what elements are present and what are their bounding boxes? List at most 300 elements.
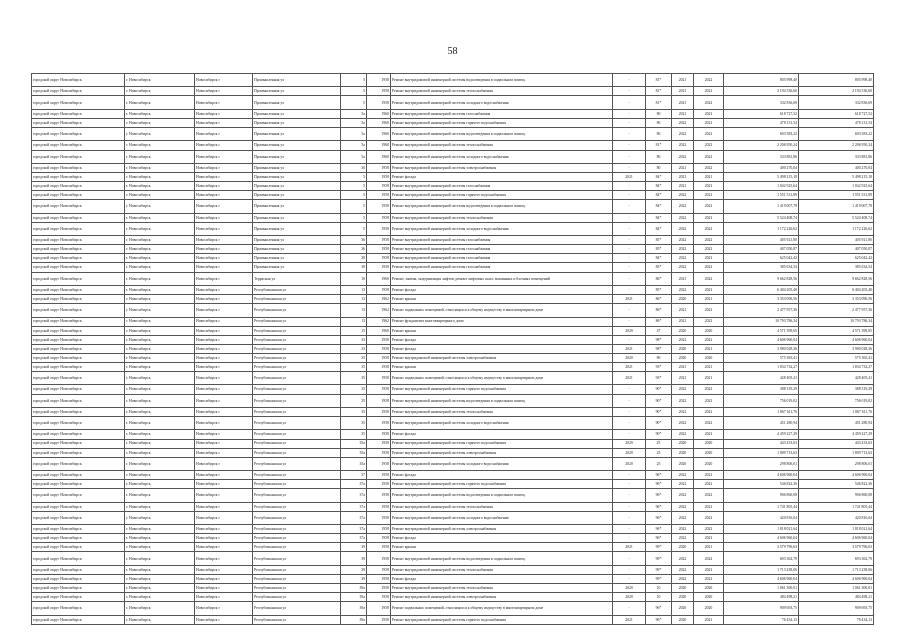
end-year-cell: 2022 <box>694 254 724 263</box>
end-year-cell: 2022 <box>694 394 724 407</box>
start-year-cell: 2020 <box>672 457 694 470</box>
city-cell: г. Новосибирск <box>125 552 195 565</box>
locality-cell: Новосибирск г <box>195 191 253 200</box>
wear-percent-cell: 25 <box>646 448 672 457</box>
municipality-cell: городской округ Новосибирск <box>32 534 125 543</box>
start-year-cell: 2022 <box>672 471 694 480</box>
total-cost-cell: 1 419 007,78 <box>799 200 874 213</box>
cost-cell: 693 362,79 <box>724 552 799 565</box>
end-year-cell: 2020 <box>694 439 724 448</box>
locality-cell: Новосибирск г <box>195 385 253 394</box>
municipality-cell: городской округ Новосибирск <box>32 163 125 172</box>
city-cell: г. Новосибирск <box>125 304 195 317</box>
end-year-cell: 2022 <box>694 245 724 254</box>
total-cost-cell: 909 693,75 <box>799 602 874 615</box>
work-type-cell: Ремонт внутридомовой инженерной системы водоотведения в подвальном помещ. <box>391 394 613 407</box>
start-year-cell: 2021 <box>672 372 694 385</box>
build-year-cell: 1958 <box>367 602 391 615</box>
start-year-cell: 2022 <box>672 385 694 394</box>
locality-cell: Новосибирск г <box>195 430 253 439</box>
house-number-cell: 35 <box>341 417 367 430</box>
house-number-cell: 39а <box>341 615 367 624</box>
start-year-cell: 2022 <box>672 128 694 141</box>
city-cell: г. Новосибирск <box>125 502 195 511</box>
house-number-cell: 39 <box>341 543 367 552</box>
start-year-cell: 2021 <box>672 304 694 317</box>
wear-percent-cell: 84* <box>646 191 672 200</box>
plan-year-cell: - <box>613 285 646 294</box>
street-cell: Промышленная ул <box>253 74 341 87</box>
cost-cell: 484 498,21 <box>724 593 799 602</box>
page-number: 58 <box>447 46 458 57</box>
total-cost-cell: 2 477 957,36 <box>799 304 874 317</box>
build-year-cell: 1958 <box>367 457 391 470</box>
city-cell: г. Новосибирск <box>125 593 195 602</box>
table-row <box>32 200 874 213</box>
table-row <box>32 245 874 254</box>
street-cell: Республиканская ул <box>253 407 341 416</box>
start-year-cell: 2020 <box>672 615 694 624</box>
total-cost-cell: 1 713 238,06 <box>799 565 874 574</box>
table-row <box>32 602 874 615</box>
street-cell: Республиканская ул <box>253 363 341 372</box>
plan-year-cell: 2020 <box>613 457 646 470</box>
cost-cell: 1 713 238,06 <box>724 565 799 574</box>
table-row <box>32 489 874 502</box>
build-year-cell: 1958 <box>367 502 391 511</box>
wear-percent-cell: 85* <box>646 236 672 245</box>
house-number-cell: 5 <box>341 74 367 87</box>
table-row <box>32 394 874 407</box>
locality-cell: Новосибирск г <box>195 353 253 362</box>
locality-cell: Новосибирск г <box>195 565 253 574</box>
work-type-cell: Ремонт внутридомовой инженерной системы горячего водоснабжения <box>391 480 613 489</box>
end-year-cell: 2022 <box>694 118 724 127</box>
city-cell: г. Новосибирск <box>125 448 195 457</box>
city-cell: г. Новосибирск <box>125 471 195 480</box>
total-cost-cell: 805 998,40 <box>799 74 874 87</box>
end-year-cell: 2021 <box>694 295 724 304</box>
street-cell: Республиканская ул <box>253 574 341 583</box>
wear-percent-cell: 90* <box>646 430 672 439</box>
street-cell: Промышленная ул <box>253 245 341 254</box>
end-year-cell: 2022 <box>694 552 724 565</box>
table-row <box>32 471 874 480</box>
municipality-cell: городской округ Новосибирск <box>32 511 125 524</box>
city-cell: г. Новосибирск <box>125 353 195 362</box>
end-year-cell: 2022 <box>694 407 724 416</box>
table-row <box>32 236 874 245</box>
street-cell: Республиканская ул <box>253 602 341 615</box>
house-number-cell: 30 <box>341 163 367 172</box>
work-type-cell: Ремонт внутридомовой инженерной системы водоотведения в подвальном помещ. <box>391 200 613 213</box>
build-year-cell: 1958 <box>367 74 391 87</box>
end-year-cell: 2021 <box>694 363 724 372</box>
house-number-cell: 37а <box>341 480 367 489</box>
work-type-cell: Ремонт фасада <box>391 534 613 543</box>
start-year-cell: 2021 <box>672 163 694 172</box>
street-cell: Республиканская ул <box>253 457 341 470</box>
end-year-cell: 2020 <box>694 457 724 470</box>
table-row <box>32 480 874 489</box>
plan-year-cell: - <box>613 565 646 574</box>
locality-cell: Новосибирск г <box>195 489 253 502</box>
city-cell: г. Новосибирск <box>125 480 195 489</box>
house-number-cell: 37 <box>341 471 367 480</box>
total-cost-cell: 625 042,42 <box>799 254 874 263</box>
locality-cell: Новосибирск г <box>195 74 253 87</box>
start-year-cell: 2020 <box>672 295 694 304</box>
build-year-cell: 1960 <box>367 272 391 285</box>
end-year-cell: 2022 <box>694 525 724 534</box>
house-number-cell: 35а <box>341 448 367 457</box>
city-cell: г. Новосибирск <box>125 295 195 304</box>
start-year-cell: 2022 <box>672 141 694 150</box>
total-cost-cell: 400 270,04 <box>799 163 874 172</box>
table-row <box>32 584 874 593</box>
total-cost-cell: 1 867 611,76 <box>799 407 874 416</box>
start-year-cell: 2022 <box>672 480 694 489</box>
municipality-cell: городской округ Новосибирск <box>32 295 125 304</box>
end-year-cell: 2020 <box>694 584 724 593</box>
street-cell: Республиканская ул <box>253 489 341 502</box>
wear-percent-cell: 98* <box>646 335 672 344</box>
work-type-cell: Ремонт внутридомовой инженерной системы холодного водоснабжения <box>391 150 613 163</box>
cost-cell: 618 727,52 <box>724 109 799 118</box>
work-type-cell: Ремонт внутридомовой инженерной системы горячего водоснабжения <box>391 118 613 127</box>
work-type-cell: Ремонт крыши <box>391 363 613 372</box>
build-year-cell: 1960 <box>367 150 391 163</box>
city-cell: г. Новосибирск <box>125 245 195 254</box>
start-year-cell: 2022 <box>672 489 694 502</box>
capital-repair-table <box>31 73 874 625</box>
locality-cell: Новосибирск г <box>195 394 253 407</box>
cost-cell: 1 419 007,78 <box>724 200 799 213</box>
house-number-cell: 35 <box>341 385 367 394</box>
house-number-cell: 33 <box>341 344 367 353</box>
street-cell: Республиканская ул <box>253 430 341 439</box>
cost-cell: 2 194 536,60 <box>724 87 799 96</box>
locality-cell: Новосибирск г <box>195 263 253 272</box>
wear-percent-cell: 96* <box>646 525 672 534</box>
end-year-cell: 2022 <box>694 213 724 222</box>
wear-percent-cell: 86* <box>646 272 672 285</box>
total-cost-cell: 4 606 960,04 <box>799 534 874 543</box>
total-cost-cell: 693 362,79 <box>799 552 874 565</box>
table-row <box>32 615 874 624</box>
build-year-cell: 1958 <box>367 182 391 191</box>
table-row <box>32 254 874 263</box>
table-row <box>32 335 874 344</box>
plan-year-cell: 2021 <box>613 344 646 353</box>
total-cost-cell: 478 131,54 <box>799 118 874 127</box>
street-cell: Республиканская ул <box>253 480 341 489</box>
build-year-cell: 1958 <box>367 471 391 480</box>
end-year-cell: 2022 <box>694 96 724 109</box>
work-type-cell: Ремонт внутридомовой инженерной системы водоотведения в подвальном помещ. <box>391 128 613 141</box>
plan-year-cell: - <box>613 182 646 191</box>
total-cost-cell: 443 433,63 <box>799 439 874 448</box>
cost-cell: 3 353 096,56 <box>724 295 799 304</box>
house-number-cell: 37а <box>341 511 367 524</box>
build-year-cell: 1958 <box>367 394 391 407</box>
cost-cell: 1 172 226,62 <box>724 222 799 235</box>
start-year-cell: 2022 <box>672 565 694 574</box>
work-type-cell: Ремонт фасада <box>391 285 613 294</box>
table-row <box>32 285 874 294</box>
start-year-cell: 2020 <box>672 353 694 362</box>
table-row <box>32 363 874 372</box>
locality-cell: Новосибирск г <box>195 222 253 235</box>
plan-year-cell: 2021 <box>613 615 646 624</box>
end-year-cell: 2020 <box>694 326 724 335</box>
end-year-cell: 2022 <box>694 200 724 213</box>
total-cost-cell: 451 280,94 <box>799 417 874 430</box>
build-year-cell: 1958 <box>367 285 391 294</box>
street-cell: Республиканская ул <box>253 552 341 565</box>
total-cost-cell: 3 579 796,63 <box>799 543 874 552</box>
locality-cell: Новосибирск г <box>195 200 253 213</box>
municipality-cell: городской округ Новосибирск <box>32 471 125 480</box>
cost-cell: 1 741 805,44 <box>724 502 799 511</box>
city-cell: г. Новосибирск <box>125 417 195 430</box>
city-cell: г. Новосибирск <box>125 285 195 294</box>
table-row <box>32 96 874 109</box>
end-year-cell: 2022 <box>694 471 724 480</box>
locality-cell: Новосибирск г <box>195 245 253 254</box>
table-row <box>32 141 874 150</box>
locality-cell: Новосибирск г <box>195 574 253 583</box>
city-cell: г. Новосибирск <box>125 615 195 624</box>
cost-cell: 1 809 713,63 <box>724 448 799 457</box>
wear-percent-cell: 96* <box>646 471 672 480</box>
start-year-cell: 2022 <box>672 511 694 524</box>
end-year-cell: 2022 <box>694 534 724 543</box>
wear-percent-cell: 90* <box>646 385 672 394</box>
build-year-cell: 1958 <box>367 344 391 353</box>
end-year-cell: 2022 <box>694 502 724 511</box>
city-cell: г. Новосибирск <box>125 236 195 245</box>
start-year-cell: 2022 <box>672 285 694 294</box>
plan-year-cell: 2021 <box>613 543 646 552</box>
total-cost-cell: 5 524 408,74 <box>799 213 874 222</box>
cost-cell: 1 551 531,89 <box>724 191 799 200</box>
work-type-cell: Ремонт внутридомовой инженерной системы газоснабжения <box>391 236 613 245</box>
house-number-cell: 36 <box>341 236 367 245</box>
start-year-cell: 2022 <box>672 502 694 511</box>
municipality-cell: городской округ Новосибирск <box>32 394 125 407</box>
plan-year-cell: - <box>613 163 646 172</box>
cost-cell: 10 793 786,34 <box>724 317 799 326</box>
municipality-cell: городской округ Новосибирск <box>32 525 125 534</box>
locality-cell: Новосибирск г <box>195 471 253 480</box>
house-number-cell: 5а <box>341 118 367 127</box>
city-cell: г. Новосибирск <box>125 584 195 593</box>
city-cell: г. Новосибирск <box>125 263 195 272</box>
end-year-cell: 2022 <box>694 222 724 235</box>
city-cell: г. Новосибирск <box>125 213 195 222</box>
plan-year-cell: - <box>613 394 646 407</box>
start-year-cell: 2022 <box>672 150 694 163</box>
end-year-cell: 2022 <box>694 150 724 163</box>
locality-cell: Новосибирск г <box>195 363 253 372</box>
plan-year-cell: 2020 <box>613 326 646 335</box>
plan-year-cell: 2021 <box>613 173 646 182</box>
table-row <box>32 263 874 272</box>
wear-percent-cell: 98* <box>646 344 672 353</box>
table-row <box>32 430 874 439</box>
house-number-cell: 37а <box>341 525 367 534</box>
plan-year-cell: - <box>613 245 646 254</box>
wear-percent-cell: 86* <box>646 317 672 326</box>
plan-year-cell: - <box>613 109 646 118</box>
start-year-cell: 2021 <box>672 173 694 182</box>
locality-cell: Новосибирск г <box>195 552 253 565</box>
build-year-cell: 1958 <box>367 222 391 235</box>
locality-cell: Новосибирск г <box>195 96 253 109</box>
locality-cell: Новосибирск г <box>195 511 253 524</box>
start-year-cell: 2021 <box>672 272 694 285</box>
street-cell: Республиканская ул <box>253 344 341 353</box>
start-year-cell: 2021 <box>672 74 694 87</box>
cost-cell: 443 433,63 <box>724 439 799 448</box>
start-year-cell: 2020 <box>672 439 694 448</box>
municipality-cell: городской округ Новосибирск <box>32 182 125 191</box>
street-cell: Республиканская ул <box>253 593 341 602</box>
plan-year-cell: - <box>613 191 646 200</box>
city-cell: г. Новосибирск <box>125 317 195 326</box>
locality-cell: Новосибирск г <box>195 335 253 344</box>
house-number-cell: 38 <box>341 263 367 272</box>
start-year-cell: 2021 <box>672 182 694 191</box>
city-cell: г. Новосибирск <box>125 150 195 163</box>
work-type-cell: Ремонт внутридомовой инженерной системы водоотведения в подвальном помещ. <box>391 489 613 502</box>
wear-percent-cell: 96* <box>646 511 672 524</box>
locality-cell: Новосибирск г <box>195 593 253 602</box>
start-year-cell: 2022 <box>672 552 694 565</box>
locality-cell: Новосибирск г <box>195 480 253 489</box>
municipality-cell: городской округ Новосибирск <box>32 263 125 272</box>
work-type-cell: Ремонт фасада <box>391 430 613 439</box>
wear-percent-cell: 99* <box>646 574 672 583</box>
table-row <box>32 118 874 127</box>
total-cost-cell: 618 727,52 <box>799 109 874 118</box>
wear-percent-cell: 81* <box>646 96 672 109</box>
cost-cell: 3 980 028,36 <box>724 344 799 353</box>
house-number-cell: 39 <box>341 552 367 565</box>
table-row <box>32 448 874 457</box>
build-year-cell: 1958 <box>367 173 391 182</box>
cost-cell: 906 860,08 <box>724 489 799 502</box>
work-type-cell: Ремонт внутридомовой инженерной системы водоотведения в подвальном помещ. <box>391 74 613 87</box>
total-cost-cell: 5 498 215,18 <box>799 173 874 182</box>
table-row <box>32 565 874 574</box>
total-cost-cell: 3 353 096,56 <box>799 295 874 304</box>
build-year-cell: 1960 <box>367 141 391 150</box>
start-year-cell: 2022 <box>672 407 694 416</box>
cost-cell: 76 434,13 <box>724 615 799 624</box>
build-year-cell: 1958 <box>367 163 391 172</box>
municipality-cell: городской округ Новосибирск <box>32 489 125 502</box>
cost-cell: 4 606 960,04 <box>724 574 799 583</box>
municipality-cell: городской округ Новосибирск <box>32 272 125 285</box>
street-cell: Республиканская ул <box>253 417 341 430</box>
plan-year-cell: - <box>613 602 646 615</box>
plan-year-cell: - <box>613 407 646 416</box>
city-cell: г. Новосибирск <box>125 173 195 182</box>
total-cost-cell: 1 741 805,44 <box>799 502 874 511</box>
table-row <box>32 439 874 448</box>
municipality-cell: городской округ Новосибирск <box>32 74 125 87</box>
table-row <box>32 552 874 565</box>
start-year-cell: 2020 <box>672 543 694 552</box>
house-number-cell: 35 <box>341 394 367 407</box>
locality-cell: Новосибирск г <box>195 213 253 222</box>
locality-cell: Новосибирск г <box>195 109 253 118</box>
municipality-cell: городской округ Новосибирск <box>32 385 125 394</box>
cost-cell: 4 571 399,65 <box>724 326 799 335</box>
total-cost-cell: 906 860,08 <box>799 489 874 502</box>
city-cell: г. Новосибирск <box>125 565 195 574</box>
wear-percent-cell: 25 <box>646 439 672 448</box>
street-cell: Промышленная ул <box>253 96 341 109</box>
wear-percent-cell: 81* <box>646 141 672 150</box>
street-cell: Промышленная ул <box>253 150 341 163</box>
end-year-cell: 2020 <box>694 602 724 615</box>
work-type-cell: Ремонт крыши <box>391 295 613 304</box>
table-row <box>32 150 874 163</box>
wear-percent-cell: 86* <box>646 295 672 304</box>
build-year-cell: 1962 <box>367 304 391 317</box>
locality-cell: Новосибирск г <box>195 502 253 511</box>
cost-cell: 428 405,41 <box>724 372 799 385</box>
house-number-cell: 5 <box>341 182 367 191</box>
city-cell: г. Новосибирск <box>125 407 195 416</box>
build-year-cell: 1958 <box>367 96 391 109</box>
total-cost-cell: 4 459 227,29 <box>799 430 874 439</box>
locality-cell: Новосибирск г <box>195 285 253 294</box>
plan-year-cell: - <box>613 335 646 344</box>
total-cost-cell: 1 818 021,64 <box>799 525 874 534</box>
start-year-cell: 2022 <box>672 118 694 127</box>
table-row <box>32 272 874 285</box>
house-number-cell: 13 <box>341 304 367 317</box>
plan-year-cell: - <box>613 385 646 394</box>
municipality-cell: городской округ Новосибирск <box>32 353 125 362</box>
locality-cell: Новосибирск г <box>195 525 253 534</box>
table-row <box>32 344 874 353</box>
locality-cell: Новосибирск г <box>195 304 253 317</box>
work-type-cell: Ремонт крыши <box>391 543 613 552</box>
house-number-cell: 39а <box>341 593 367 602</box>
cost-cell: 4 606 960,04 <box>724 534 799 543</box>
work-type-cell: Ремонт внутридомовой инженерной системы водоотведения в подвальном помещ. <box>391 552 613 565</box>
build-year-cell: 1958 <box>367 430 391 439</box>
locality-cell: Новосибирск г <box>195 254 253 263</box>
municipality-cell: городской округ Новосибирск <box>32 439 125 448</box>
wear-percent-cell: 84* <box>646 213 672 222</box>
city-cell: г. Новосибирск <box>125 200 195 213</box>
municipality-cell: городской округ Новосибирск <box>32 457 125 470</box>
plan-year-cell: - <box>613 141 646 150</box>
cost-cell: 451 280,94 <box>724 417 799 430</box>
build-year-cell: 1958 <box>367 236 391 245</box>
street-cell: Промышленная ул <box>253 200 341 213</box>
locality-cell: Новосибирск г <box>195 602 253 615</box>
work-type-cell: Ремонт, замена, модернизация лифтов, ремонт лифтовых шахт, машинных и блочных помещений <box>391 272 613 285</box>
start-year-cell: 2022 <box>672 191 694 200</box>
end-year-cell: 2022 <box>694 128 724 141</box>
